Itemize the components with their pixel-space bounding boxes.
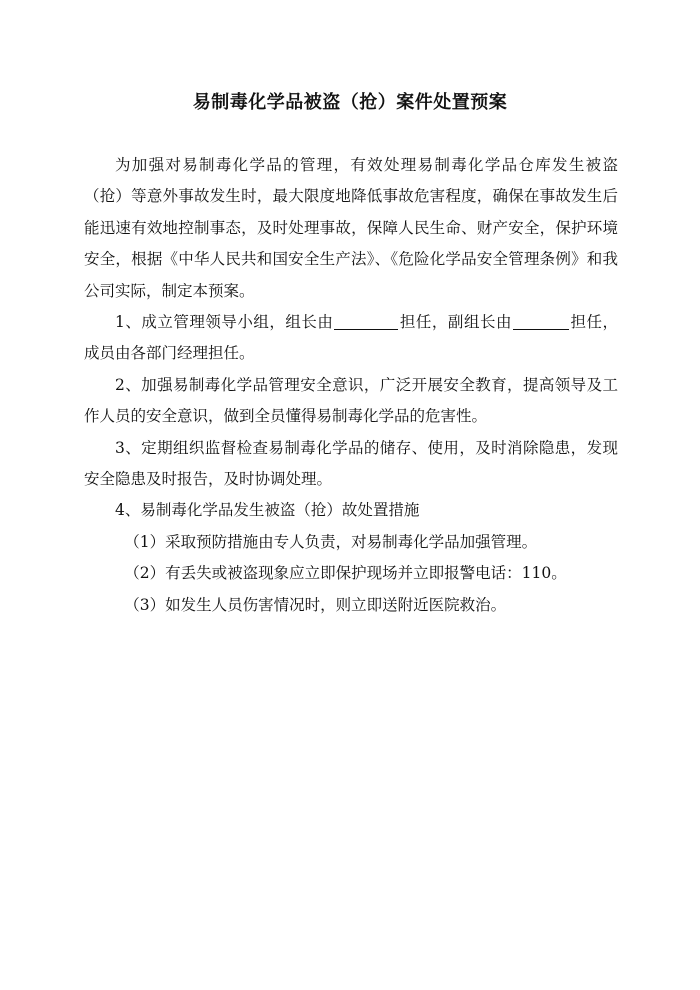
sub-item-2: （2）有丢失或被盗现象应立即保护现场并立即报警电话：110。 bbox=[124, 564, 567, 583]
deputy-leader-blank bbox=[513, 314, 569, 331]
leader-blank bbox=[334, 314, 398, 331]
item-3-paragraph: 3、定期组织监督检查易制毒化学品的储存、使用，及时消除隐患，发现安全隐患及时报告，及时协调处理。 bbox=[84, 438, 618, 489]
document-title: 易制毒化学品被盗（抢）案件处置预案 bbox=[192, 92, 508, 113]
sub-item-3: （3）如发生人员伤害情况时，则立即送附近医院救治。 bbox=[124, 595, 507, 614]
item-1-paragraph bbox=[84, 307, 618, 370]
item-1-text-part3: 担任，成员由各部门经理担任。 bbox=[84, 313, 618, 363]
sub-item-1: （1）采取预防措施由专人负责，对易制毒化学品加强管理。 bbox=[124, 532, 538, 551]
item-1-text-part1: 1、成立管理领导小组，组长由 bbox=[115, 313, 334, 332]
item-1-text-part2: 担任，副组长由 bbox=[399, 313, 512, 332]
intro-paragraph: 为加强对易制毒化学品的管理，有效处理易制毒化学品仓库发生被盗（抢）等意外事故发生时，最大限度地降低事故危害程度，确保在事故发生后能迅速有效地控制事态，及时处理事故，保障人民生命、财产安全，保护环境安全，根据《中华人民共和国安全生产法》、《危险化学品安全管理条例》和我公司实际，制定本预案。 bbox=[84, 156, 618, 300]
document-body bbox=[84, 150, 618, 621]
item-4-heading: 4、易制毒化学品发生被盗（抢）故处置措施 bbox=[115, 501, 420, 520]
item-2-paragraph: 2、加强易制毒化学品管理安全意识，广泛开展安全教育，提高领导及工作人员的安全意识，做到全员懂得易制毒化学品的危害性。 bbox=[84, 375, 618, 426]
